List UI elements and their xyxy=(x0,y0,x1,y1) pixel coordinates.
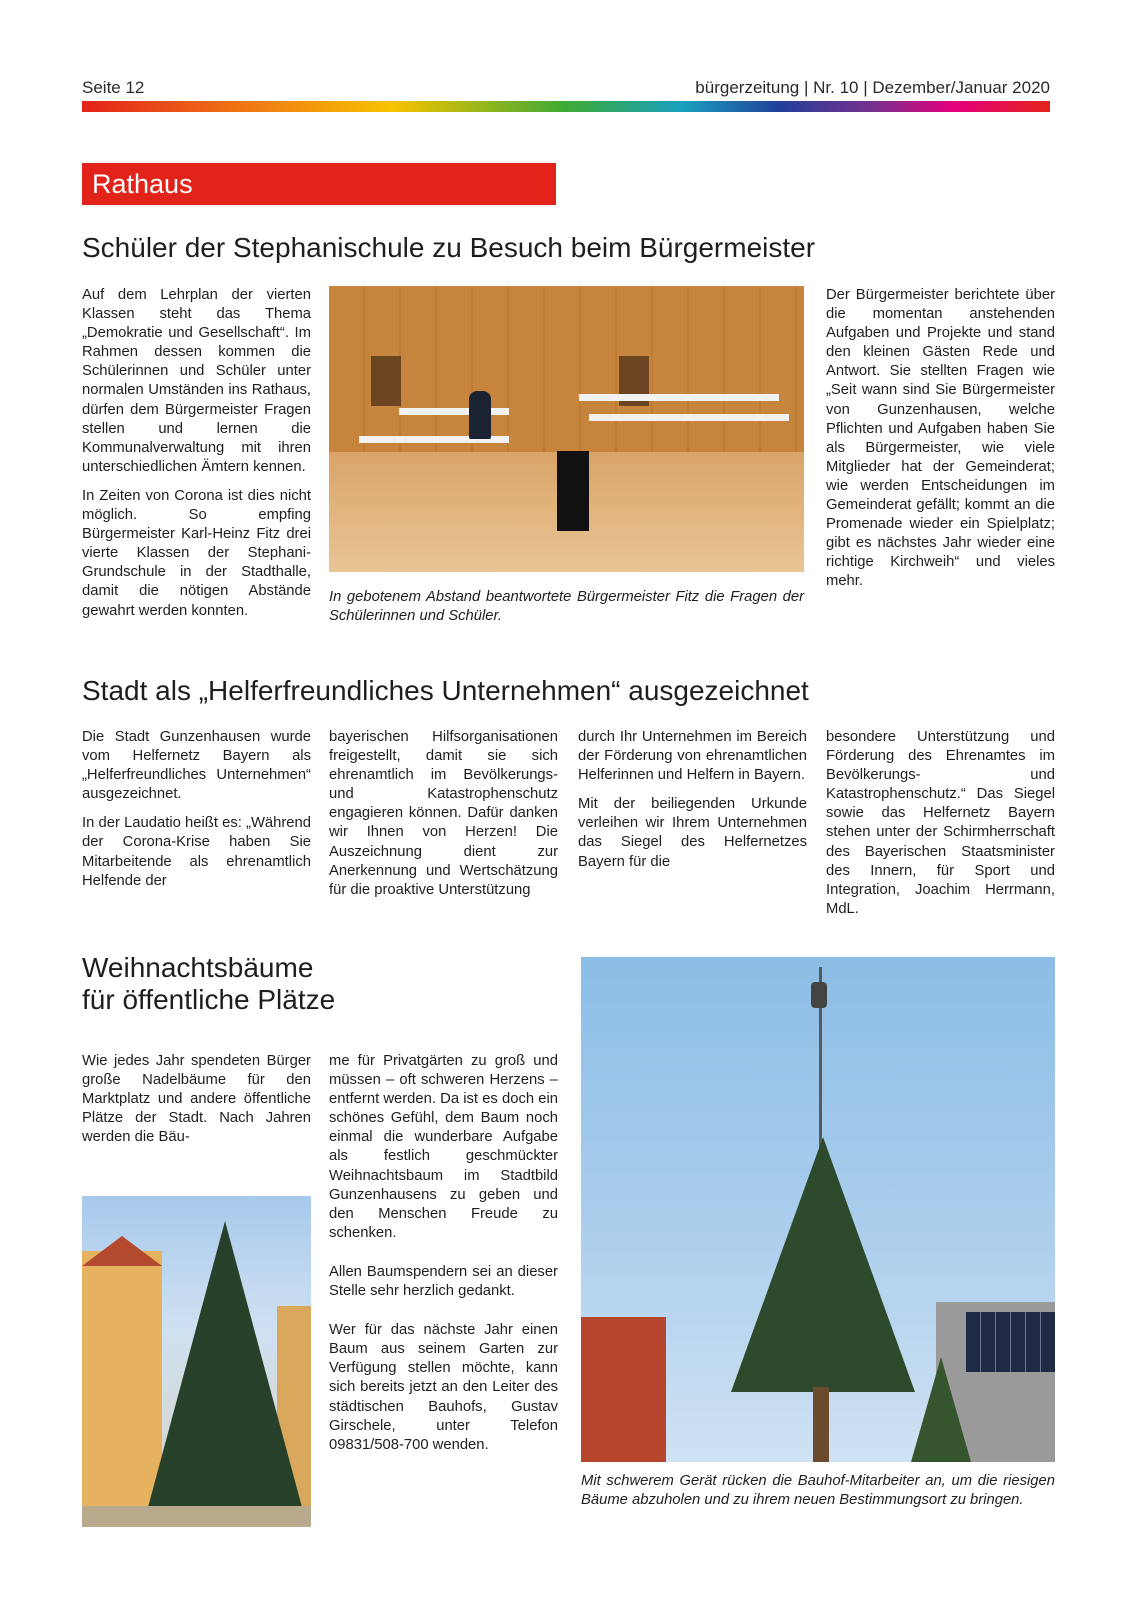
article2-paragraph: Mit der beiliegenden Urkunde verleihen wir Ihrem Unternehmen das Siegel des Helfernetzes Bayern für die xyxy=(578,796,807,870)
article2-column-3 xyxy=(578,728,807,882)
article3-column-1 xyxy=(82,1052,311,1157)
article2-column-4 xyxy=(826,728,1055,929)
publication-info: bürgerzeitung | Nr. 10 | Dezember/Januar 2020 xyxy=(695,78,1050,97)
article1-paragraph: Der Bürgermeister berichtete über die momentan anstehenden Aufgaben und Projekte und stand den kleinen Gästen Rede und Antwort. Sie stellten Fragen wie „Seit wann sind Sie Bürgermeister von Gunzenhausen, welche Pflichten und Aufgaben haben Sie als Bürgermeister, wie viele Mitglieder hat der Gemeinderat; wie werden Entscheidungen im Gemeinderat gefällt; kommt an die Promenade wieder ein Spielplatz; gibt es nächstes Jahr wieder eine richtige Kirchweih“ und vieles mehr. xyxy=(826,287,1055,590)
header-color-bar xyxy=(82,101,1050,112)
article1-paragraph: Auf dem Lehrplan der vierten Klassen steht das Thema „Demokratie und Gesellschaft“. Im Rahmen dessen kommen die Schülerinnen und Schüler unter normalen Umständen ins Rathaus, dürfen dem Bürgermeister Fragen stellen und lernen die Kommunalverwaltung mit ihren unterschiedlichen Ämtern kennen. xyxy=(82,287,311,475)
article2-title: Stadt als „Helferfreundliches Unternehmen“ ausgezeichnet xyxy=(82,675,809,706)
page-number: Seite 12 xyxy=(82,78,145,97)
article2-paragraph: bayerischen Hilfsorganisationen freigestellt, damit sie sich ehrenamtlich im Bevölkerungs- und Katastrophenschutz engagieren können. Dafür danken wir Ihnen von Herzen! Die Auszeichnung dient zur Anerkennung und Wertschätzung für die proaktive Unterstützung xyxy=(329,729,558,898)
article1-left-column xyxy=(82,286,311,631)
article2-column-1 xyxy=(82,728,311,901)
article1-title: Schüler der Stephanischule zu Besuch beim Bürgermeister xyxy=(82,232,816,263)
article3-paragraph: Wer für das nächste Jahr einen Baum aus seinem Garten zur Verfügung stellen möchte, kann sich bereits jetzt an den Leiter des städtischen Bauhofs, Gustav Girschele, unter Telefon 09831/508-700 wenden. xyxy=(329,1322,558,1453)
article3-title-line-2: für öffentliche Plätze xyxy=(82,984,336,1016)
section-banner xyxy=(82,163,556,205)
article3-paragraph: Allen Baumspendern sei an dieser Stelle sehr herzlich gedankt. xyxy=(329,1263,558,1300)
crane-tree-photo xyxy=(581,957,1055,1462)
article3-title xyxy=(82,952,542,1016)
section-label: Rathaus xyxy=(92,169,193,199)
article3-paragraph: me für Privatgärten zu groß und müssen – oft schweren Herzens – entfernt werden. Da ist es doch ein schönes Gefühl, dem Baum noch einmal die wunderbare Aufgabe als festlich geschmückter Weihnachtsbaum im Stadtbild Gunzenhausens zu geben und den Menschen Freude zu schenken. xyxy=(329,1053,558,1241)
article2-paragraph: Die Stadt Gunzenhausen wurde vom Helfernetz Bayern als „Helferfreundliches Unternehmen“ ausgezeichnet. xyxy=(82,729,311,803)
article1-photo-caption: In gebotenem Abstand beantwortete Bürgermeister Fitz die Fragen der Schülerinnen und Schüler. xyxy=(329,589,804,624)
article1-paragraph: In Zeiten von Corona ist dies nicht möglich. So empfing Bürgermeister Karl-Heinz Fitz drei vierte Klassen der Stephani-Grundschule in der Stadthalle, damit die nötigen Abstände gewahrt werden konnten. xyxy=(82,487,311,619)
article3-column-2 xyxy=(329,1052,558,1465)
tree-square-photo xyxy=(82,1196,311,1527)
article3-title-line-1: Weihnachtsbäume xyxy=(82,952,314,983)
article3-paragraph: Wie jedes Jahr spendeten Bürger große Nadelbäume für den Marktplatz und andere öffentliche Plätze der Stadt. Nach Jahren werden die Bäu- xyxy=(82,1053,311,1146)
article1-right-column xyxy=(826,286,1055,602)
article2-paragraph: In der Laudatio heißt es: „Während der Corona-Krise haben Sie Mitarbeitende als ehrenamtlich Helfende der xyxy=(82,815,311,889)
article2-paragraph: durch Ihr Unternehmen im Bereich der Förderung von ehrenamtlichen Helferinnen und Helfern in Bayern. xyxy=(578,729,807,784)
article3-photo-caption: Mit schwerem Gerät rücken die Bauhof-Mitarbeiter an, um die riesigen Bäume abzuholen und zu ihrem neuen Bestimmungsort zu bringen. xyxy=(581,1473,1055,1508)
article2-column-2 xyxy=(329,728,558,910)
article2-paragraph: besondere Unterstützung und Förderung des Ehrenamtes im Bevölkerungs- und Katastrophenschutz.“ Das Siegel sowie das Helfernetz Bayern stehen unter der Schirmherrschaft des Bayerischen Staatsminister des Innern, für Sport und Integration, Joachim Herrmann, MdL. xyxy=(826,729,1055,917)
city-hall-photo xyxy=(329,286,804,572)
